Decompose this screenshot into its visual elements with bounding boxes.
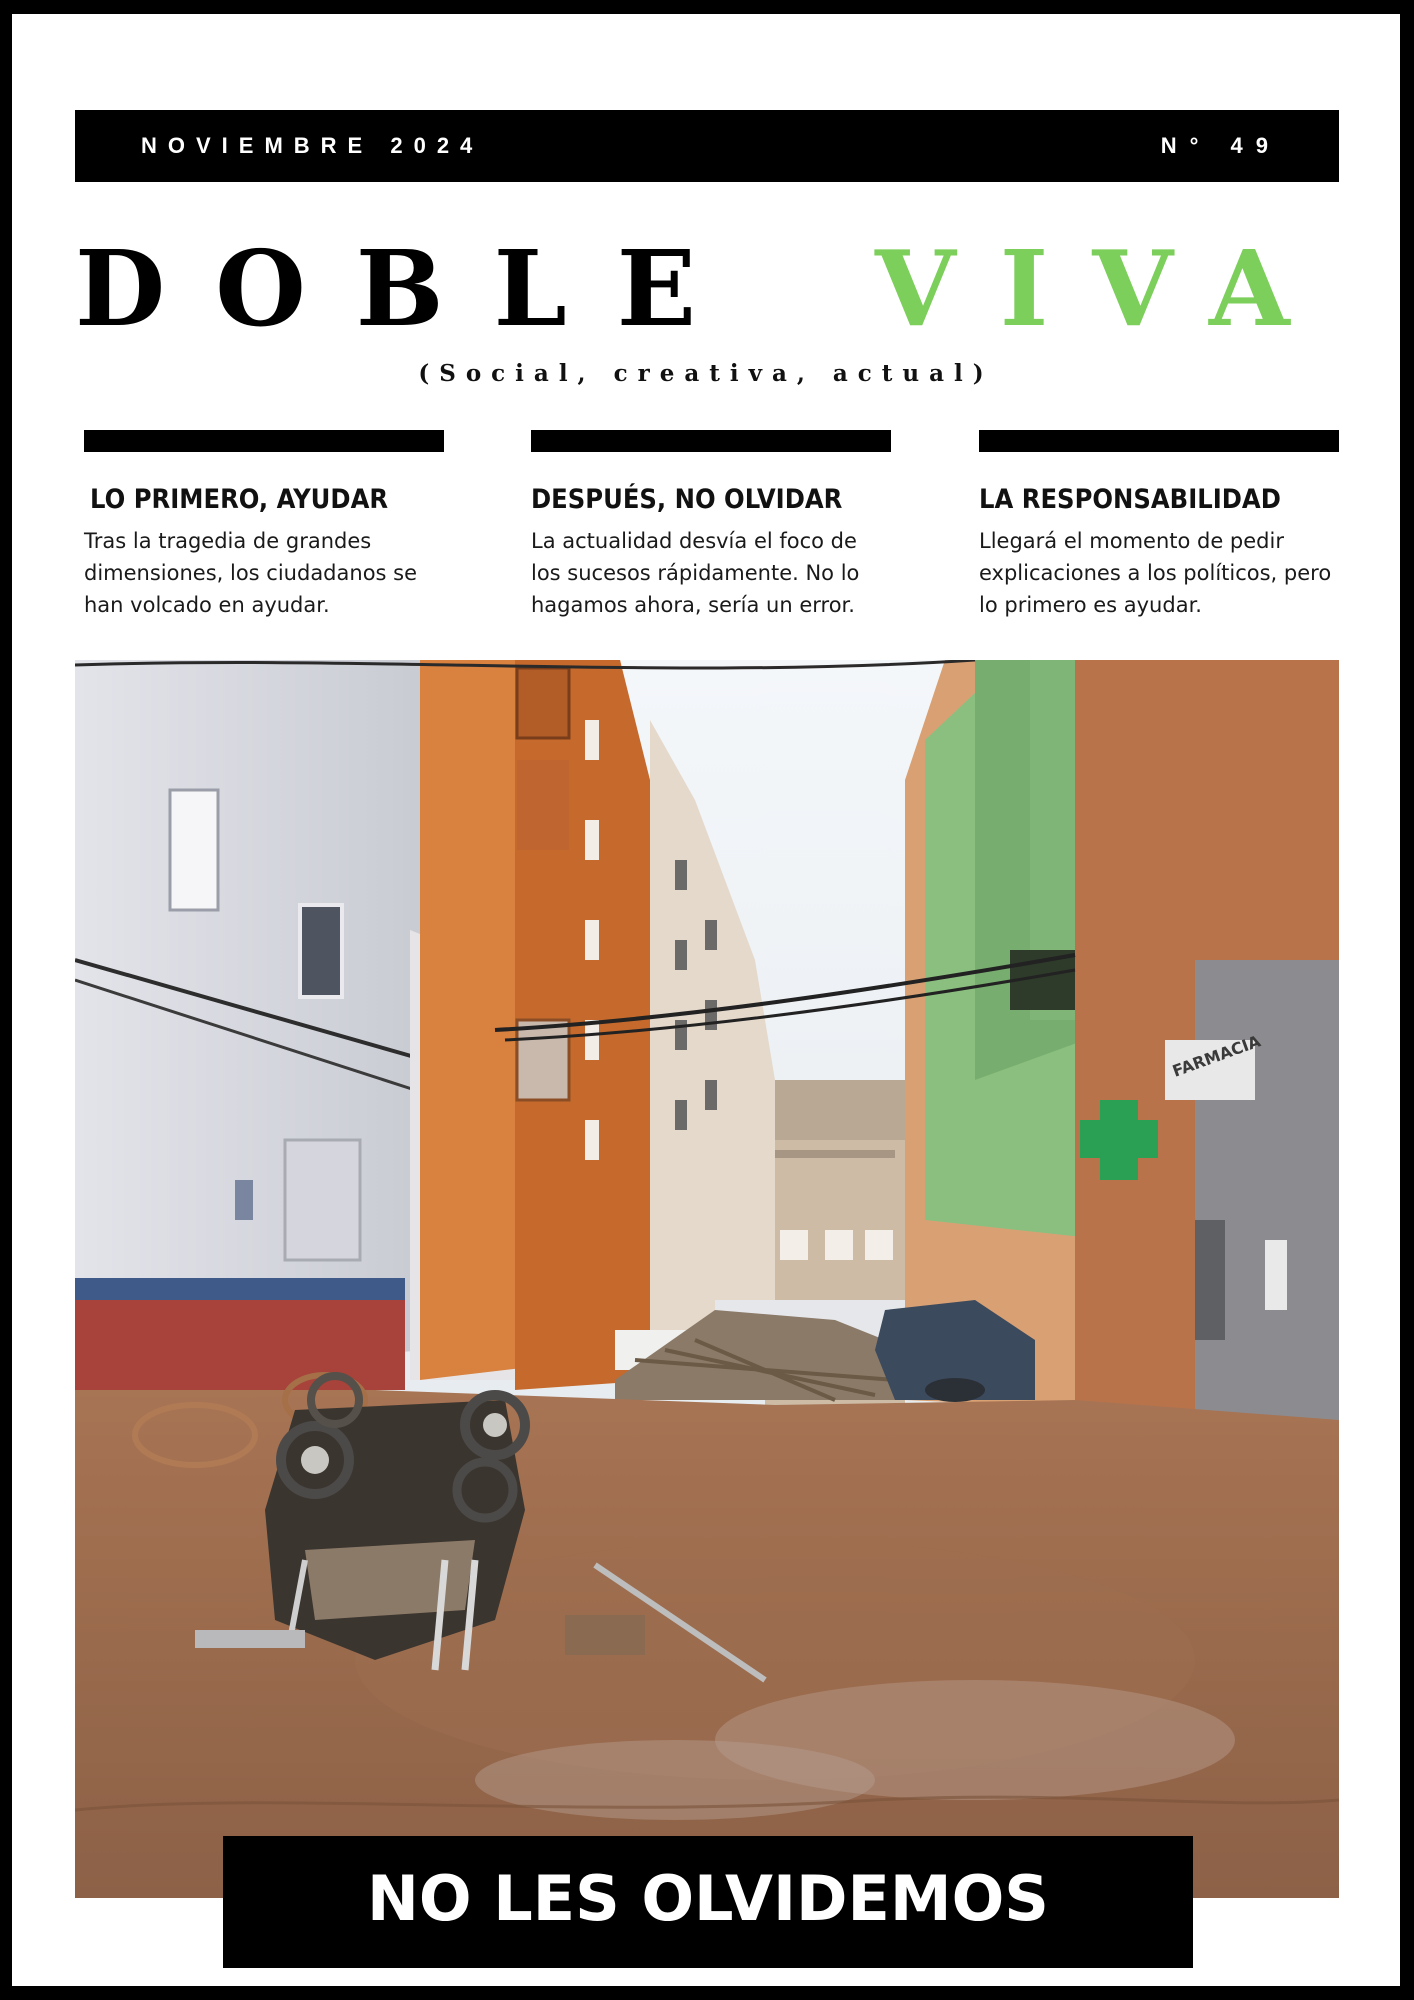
column-body: Tras la tragedia de grandes dimensiones, los ciudadanos se han volcado en ayudar. xyxy=(84,529,418,617)
column-body: Llegará el momento de pedir explicaciones a los políticos, pero lo primero es ayudar. xyxy=(979,529,1332,617)
column-despues xyxy=(531,430,891,621)
issue-date: NOVIEMBRE 2024 xyxy=(141,133,484,158)
cover-headline-banner: NO LES OLVIDEMOS xyxy=(223,1836,1193,1968)
column-rule xyxy=(979,430,1339,452)
column-body: La actualidad desvía el foco de los sucesos rápidamente. No lo hagamos ahora, sería un error. xyxy=(531,529,860,617)
masthead-tagline: (Social, creativa, actual) xyxy=(418,360,994,387)
column-rule xyxy=(531,430,891,452)
masthead-word-viva: VIVA xyxy=(875,227,1334,350)
magazine-cover xyxy=(12,14,1400,1986)
column-heading: LO PRIMERO, AYUDAR xyxy=(90,484,389,515)
column-heading: LA RESPONSABILIDAD xyxy=(979,484,1281,515)
cover-photo-flooded-street xyxy=(75,660,1339,1898)
column-responsabilidad xyxy=(979,430,1339,621)
column-rule xyxy=(84,430,444,452)
masthead-title xyxy=(75,229,1345,349)
column-lo-primero xyxy=(84,430,444,621)
issue-bar xyxy=(75,110,1339,182)
column-heading: DESPUÉS, NO OLVIDAR xyxy=(531,484,843,515)
masthead-word-doble: DOBLE xyxy=(75,227,747,350)
issue-number: N° 49 xyxy=(1160,133,1281,158)
farmacia-sign: FARMACIA xyxy=(1169,1031,1263,1081)
